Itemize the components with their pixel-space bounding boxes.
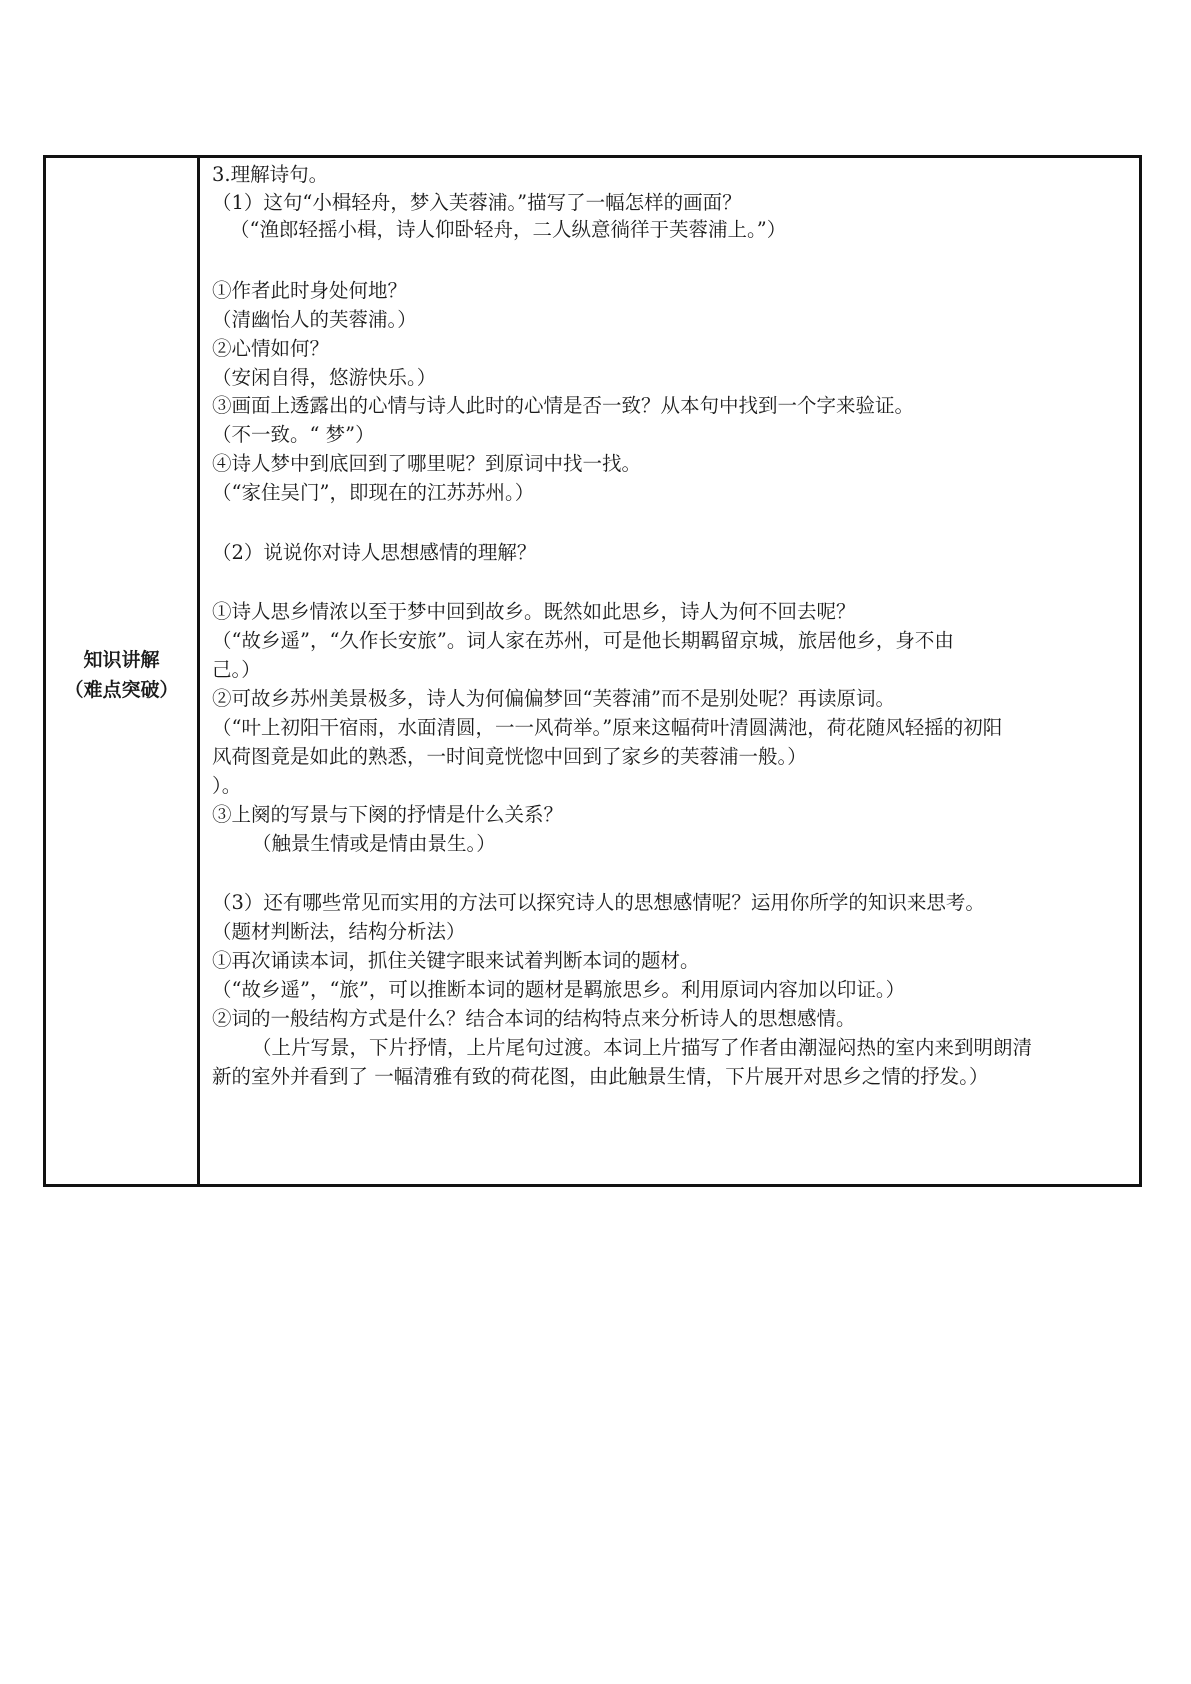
text-line: （题材判断法，结构分析法） [212, 920, 466, 943]
text-line: 己。） [212, 658, 261, 681]
text-line: ①再次诵读本词，抓住关键字眼来试着判断本词的题材。 [212, 949, 700, 972]
section-title: 知识讲解 [83, 649, 160, 671]
text-line: （2）说说你对诗人思想感情的理解？ [212, 541, 537, 564]
text-line: （1）这句“小楫轻舟，梦入芙蓉浦。”描写了一幅怎样的画面？ [212, 191, 742, 214]
text-line: （“渔郎轻摇小楫，诗人仰卧轻舟，二人纵意徜徉于芙蓉浦上。”） [230, 218, 787, 241]
text-line: （“家住吴门”，即现在的江苏苏州。） [212, 481, 535, 504]
text-line: （“叶上初阳干宿雨，水面清圆，一一风荷举。”原来这幅荷叶清圆满池，荷花随风轻摇的初阳 [212, 716, 1003, 739]
text-line: ①作者此时身处何地？ [212, 279, 408, 302]
text-line: ）。 [212, 774, 242, 797]
text-line: （上片写景，下片抒情，上片尾句过渡。本词上片描写了作者由潮湿闷热的室内来到明朗清 [252, 1036, 1033, 1059]
text-line: ①诗人思乡情浓以至于梦中回到故乡。既然如此思乡，诗人为何不回去呢？ [212, 600, 856, 623]
text-line: ②心情如何？ [212, 337, 330, 360]
text-line: 新的室外并看到了 一幅清雅有致的荷花图，由此触景生情，下片展开对思乡之情的抒发。） [212, 1065, 989, 1088]
text-line: （“故乡遥”，“久作长安旅”。词人家在苏州，可是他长期羁留京城，旅居他乡，身不由 [212, 629, 954, 652]
text-line: 3.理解诗句。 [212, 163, 329, 186]
text-line: （“故乡遥”，“旅”，可以推断本词的题材是羁旅思乡。利用原词内容加以印证。） [212, 978, 906, 1001]
text-line: ③上阕的写景与下阕的抒情是什么关系？ [212, 803, 564, 826]
text-line: （清幽怡人的芙蓉浦。） [212, 308, 417, 331]
text-line: ③画面上透露出的心情与诗人此时的心情是否一致？从本句中找到一个字来验证。 [212, 394, 915, 417]
text-line: ②词的一般结构方式是什么？结合本词的结构特点来分析诗人的思想感情。 [212, 1007, 856, 1030]
text-line: （触景生情或是情由景生。） [252, 832, 496, 855]
section-label-cell [46, 158, 200, 1184]
text-line: （不一致。“ 梦”） [212, 423, 375, 446]
text-line: ②可故乡苏州美景极多，诗人为何偏偏梦回“芙蓉浦”而不是别处呢？再读原词。 [212, 687, 895, 710]
content-cell [200, 158, 1139, 1184]
text-line: （安闲自得，悠游快乐。） [212, 366, 437, 389]
text-line: （3）还有哪些常见而实用的方法可以探究诗人的思想感情呢？运用你所学的知识来思考。 [212, 891, 985, 914]
lesson-table [43, 155, 1142, 1187]
text-line: ④诗人梦中到底回到了哪里呢？到原词中找一找。 [212, 452, 642, 475]
text-line: 风荷图竟是如此的熟悉，一时间竟恍惚中回到了家乡的芙蓉浦一般。） [212, 745, 807, 768]
section-subtitle: （难点突破） [64, 679, 179, 701]
